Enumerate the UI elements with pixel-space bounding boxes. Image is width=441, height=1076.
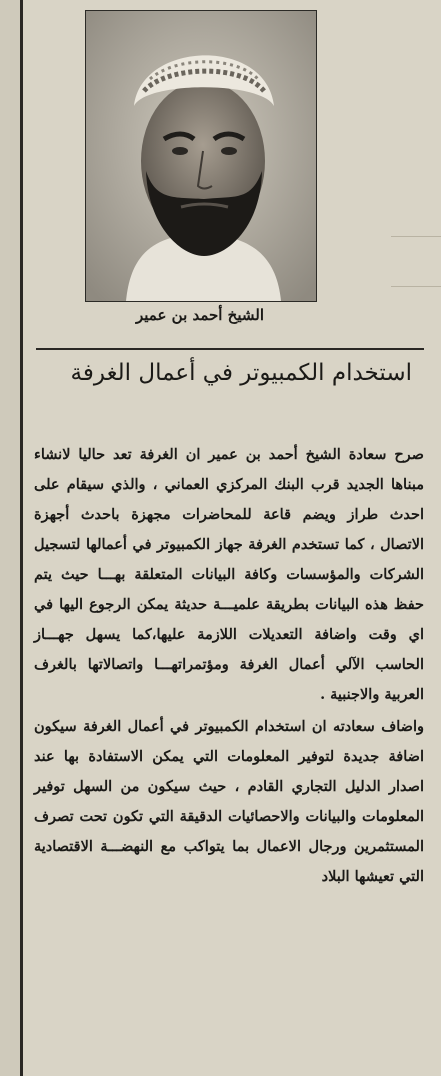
article-paragraph: صرح سعادة الشيخ أحمد بن عمير ان الغرفة تعد حاليا لانشاء مبناها الجديد قرب البنك المركزي العماني ، والذي سيقام على احدث طراز ويضم قاعة للمحاضرات مجهزة باحدث أجهزة الاتصال ، كما تستخدم الغرفة جهاز الكمبيوتر في أعمالها لتسجيل الشركات والمؤسسات وكافة البيانات المتعلقة بهـــا حيث يتم حفظ هذه البيانات بطريقة علميـــة حديثة يمكن الرجوع اليها في اي وقت واضافة التعديلات اللازمة عليها،كما يسهل جهـــاز الحاسب الآلي أعمال الغرفة ومؤتمراتهـــا واتصالاتها بالغرف العربية والاجنبية . bbox=[34, 446, 424, 703]
article-body bbox=[34, 440, 424, 892]
bleed-line bbox=[391, 286, 441, 287]
headline-rule bbox=[36, 348, 424, 386]
photo-caption: الشيخ أحمد بن عمير bbox=[136, 306, 264, 324]
bleed-line bbox=[391, 236, 441, 237]
portrait-photo bbox=[85, 10, 317, 302]
portrait-image bbox=[86, 11, 316, 301]
article-paragraph: واضاف سعادته ان استخدام الكمبيوتر في أعمال الغرفة سيكون اضافة جديدة لتوفير المعلومات التي يمكن الاستفادة بها عند اصدار الدليل التجاري القادم ، حيث سيكون من السهل توفير المعلومات والبيانات والاحصائيات الدقيقة التي تكون تحت تصرف المستثمرين ورجال الاعمال بما يتواكب مع النهضـــة الاقتصادية التي تعيشها البلاد bbox=[34, 718, 424, 885]
adjacent-column-edge bbox=[0, 0, 20, 1076]
column-divider bbox=[20, 0, 23, 1076]
article-headline: استخدام الكمبيوتر في أعمال الغرفة bbox=[70, 360, 412, 386]
